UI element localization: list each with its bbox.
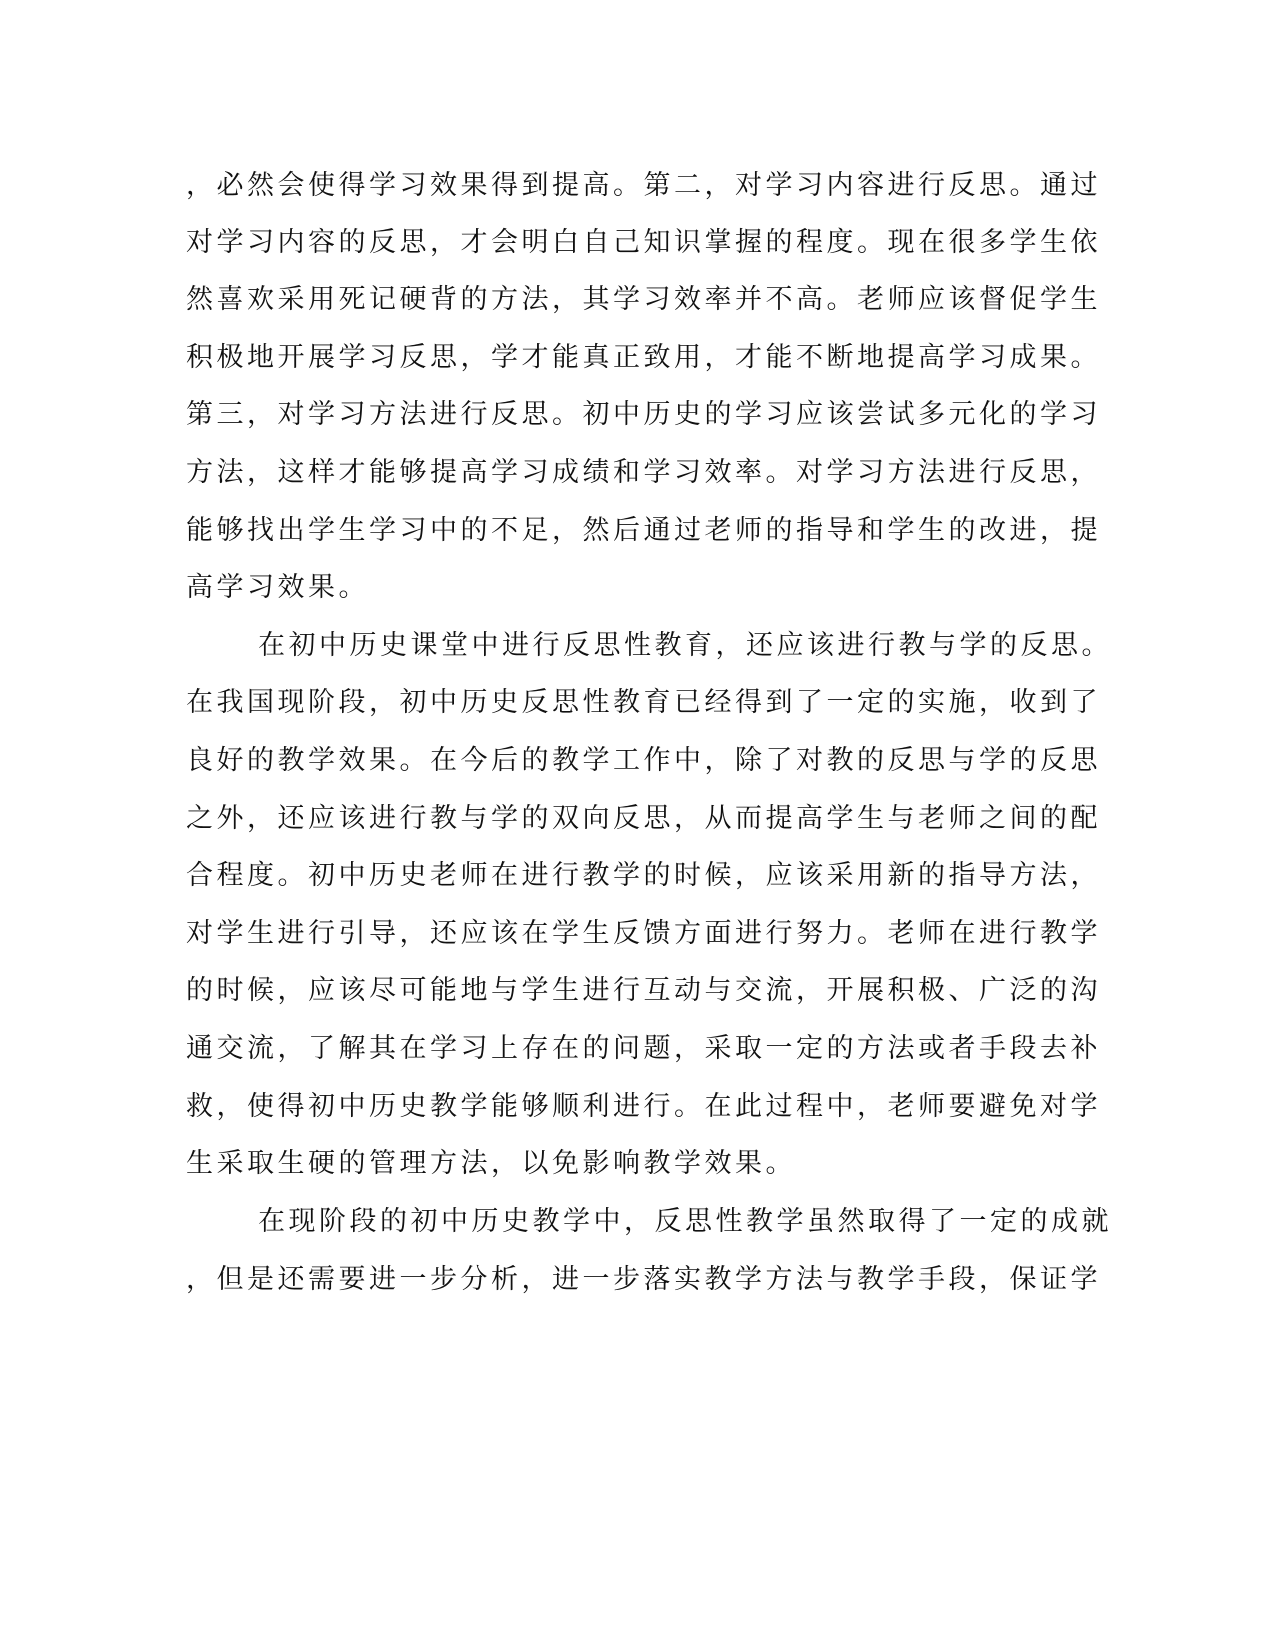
paragraph-1-line-3: 然喜欢采用死记硬背的方法，其学习效率并不高。老师应该督促学生 <box>186 284 1101 315</box>
paragraph-2-line-9: 救，使得初中历史教学能够顺利进行。在此过程中，老师要避免对学 <box>186 1091 1101 1122</box>
paragraph-2-line-1: 在初中历史课堂中进行反思性教育，还应该进行教与学的反思。 <box>258 630 1112 661</box>
paragraph-1-line-1: ，必然会使得学习效果得到提高。第二，对学习内容进行反思。通过 <box>186 170 1101 201</box>
paragraph-3-line-1: 在现阶段的初中历史教学中，反思性教学虽然取得了一定的成就 <box>258 1206 1112 1237</box>
paragraph-1-line-8: 高学习效果。 <box>186 572 369 603</box>
paragraph-2-line-3: 良好的教学效果。在今后的教学工作中，除了对教的反思与学的反思 <box>186 745 1101 776</box>
paragraph-2-line-7: 的时候，应该尽可能地与学生进行互动与交流，开展积极、广泛的沟 <box>186 975 1101 1006</box>
paragraph-1-line-7: 能够找出学生学习中的不足，然后通过老师的指导和学生的改进，提 <box>186 515 1101 546</box>
paragraph-2-line-5: 合程度。初中历史老师在进行教学的时候，应该采用新的指导方法， <box>186 860 1101 891</box>
paragraph-2-line-8: 通交流，了解其在学习上存在的问题，采取一定的方法或者手段去补 <box>186 1033 1101 1064</box>
paragraph-1-line-4: 积极地开展学习反思，学才能真正致用，才能不断地提高学习成果。 <box>186 342 1101 373</box>
paragraph-1-line-5: 第三，对学习方法进行反思。初中历史的学习应该尝试多元化的学习 <box>186 399 1101 430</box>
paragraph-1-line-6: 方法，这样才能够提高学习成绩和学习效率。对学习方法进行反思， <box>186 457 1101 488</box>
paragraph-2-line-10: 生采取生硬的管理方法，以免影响教学效果。 <box>186 1148 796 1179</box>
paragraph-1-line-2: 对学习内容的反思，才会明白自己知识掌握的程度。现在很多学生依 <box>186 227 1101 258</box>
paragraph-2-line-2: 在我国现阶段，初中历史反思性教育已经得到了一定的实施，收到了 <box>186 687 1101 718</box>
paragraph-3-line-2: ，但是还需要进一步分析，进一步落实教学方法与教学手段，保证学 <box>186 1264 1101 1295</box>
paragraph-2-line-6: 对学生进行引导，还应该在学生反馈方面进行努力。老师在进行教学 <box>186 918 1101 949</box>
paragraph-2-line-4: 之外，还应该进行教与学的双向反思，从而提高学生与老师之间的配 <box>186 803 1101 834</box>
